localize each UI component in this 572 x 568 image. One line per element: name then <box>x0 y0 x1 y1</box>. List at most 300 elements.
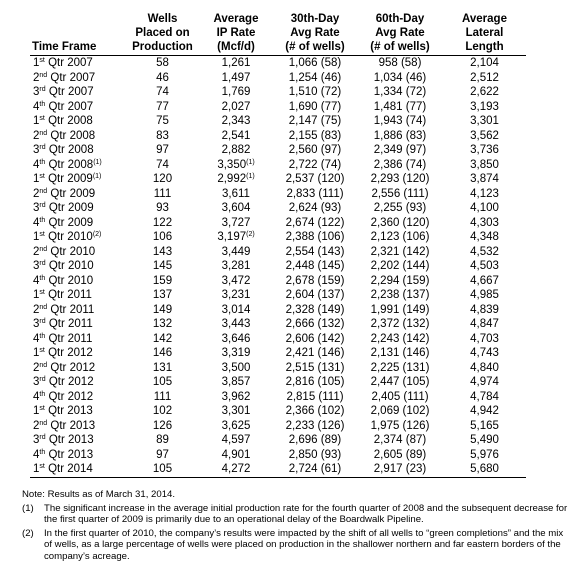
ip-rate-value: 3,500 <box>221 361 251 374</box>
quarter-year: Qtr 2010 <box>50 245 96 258</box>
table-row <box>30 245 526 260</box>
ordinal-suffix: rd <box>39 86 46 93</box>
footnote-marker: (1) <box>92 173 102 180</box>
quarter-number: 4 <box>33 216 40 229</box>
lateral-length-cell: 4,743 <box>470 347 499 359</box>
quarter-year: Qtr 2009 <box>48 216 94 229</box>
footnote-1 <box>22 503 568 526</box>
ip-rate-cell <box>199 100 273 115</box>
ip-rate-value: 4,597 <box>221 434 251 446</box>
table-row <box>30 375 526 390</box>
time-frame-cell <box>30 56 126 71</box>
avg-60-day-cell: 1,886 (83) <box>373 129 427 142</box>
table-row <box>30 129 526 144</box>
avg-30-day-cell: 1,066 (58) <box>288 57 342 69</box>
ordinal-suffix: st <box>39 347 45 354</box>
lateral-length-cell: 2,104 <box>470 57 499 69</box>
header-30day-3: (# of wells) <box>273 40 357 56</box>
avg-60-day-cell: 2,605 (89) <box>373 448 427 461</box>
ip-rate-value: 4,901 <box>221 448 251 461</box>
time-frame-cell <box>30 129 126 144</box>
production-results-table <box>30 12 526 478</box>
lateral-length-cell: 4,784 <box>470 390 499 403</box>
quarter-year: Qtr 2007 <box>48 86 94 98</box>
quarter-year: Qtr 2011 <box>48 332 93 345</box>
table-row <box>30 187 526 202</box>
quarter-number: 3 <box>33 202 40 214</box>
footnote-marker: (2) <box>92 231 102 238</box>
table-row <box>30 390 526 405</box>
table-row <box>30 172 526 187</box>
footnote-marker: (1) <box>246 158 255 166</box>
quarter-number: 1 <box>33 115 40 127</box>
avg-60-day-cell: 2,238 (137) <box>370 289 430 301</box>
ip-rate-value: 3,472 <box>221 274 251 287</box>
avg-30-day-cell: 2,233 (126) <box>285 419 345 432</box>
table-row <box>30 201 526 216</box>
ordinal-suffix: nd <box>39 187 48 195</box>
avg-30-day-cell: 2,560 (97) <box>288 144 342 156</box>
header-ip-rate-1: Average <box>213 13 259 25</box>
avg-60-day-cell: 1,334 (72) <box>373 86 427 98</box>
footnote-2-number: (2) <box>22 527 34 539</box>
avg-60-day-cell: 2,069 (102) <box>370 405 430 417</box>
time-frame-cell <box>30 404 126 419</box>
quarter-year: Qtr 2012 <box>48 376 94 388</box>
time-frame-cell <box>30 303 126 318</box>
header-wells-2: Placed on <box>135 27 190 39</box>
ip-rate-value: 2,541 <box>221 129 251 142</box>
ip-rate-value: 1,261 <box>221 57 251 69</box>
ordinal-suffix: th <box>39 216 46 224</box>
time-frame-cell <box>30 332 126 347</box>
wells-cell: 111 <box>153 390 172 403</box>
note-intro: Note: Results as of March 31, 2014. <box>22 489 176 500</box>
ip-rate-cell <box>199 143 273 158</box>
quarter-number: 3 <box>33 318 40 330</box>
avg-60-day-cell: 2,202 (144) <box>370 260 430 272</box>
avg-60-day-cell: 2,243 (142) <box>370 332 430 345</box>
ip-rate-cell <box>199 129 273 144</box>
table-row <box>30 85 526 100</box>
time-frame-cell <box>30 288 126 303</box>
time-frame-cell <box>30 448 126 463</box>
quarter-year: Qtr 2012 <box>48 347 93 359</box>
quarter-year: Qtr 2013 <box>48 434 94 446</box>
time-frame-cell <box>30 216 126 231</box>
table-row <box>30 346 526 361</box>
wells-cell: 122 <box>152 216 173 229</box>
table-row <box>30 56 526 71</box>
ip-rate-value: 3,281 <box>221 260 251 272</box>
table-row <box>30 332 526 347</box>
avg-30-day-cell: 2,815 (111) <box>286 390 344 403</box>
avg-30-day-cell: 1,690 (77) <box>288 100 342 113</box>
avg-30-day-cell: 2,155 (83) <box>288 129 342 142</box>
quarter-year: Qtr 2011 <box>50 303 95 316</box>
avg-60-day-cell: 2,294 (159) <box>370 274 430 287</box>
ip-rate-value: 3,857 <box>221 376 251 388</box>
lateral-length-cell: 4,667 <box>470 274 499 287</box>
ip-rate-value: 2,343 <box>221 115 251 127</box>
ordinal-suffix: st <box>39 231 45 238</box>
ip-rate-cell <box>199 187 273 202</box>
time-frame-cell <box>30 317 126 332</box>
time-frame-cell <box>30 274 126 289</box>
wells-cell: 58 <box>156 57 169 69</box>
avg-60-day-cell: 1,034 (46) <box>373 71 427 84</box>
time-frame-cell <box>30 71 126 86</box>
quarter-number: 4 <box>33 332 40 345</box>
ordinal-suffix: nd <box>39 129 48 137</box>
lateral-length-cell: 2,512 <box>470 71 499 84</box>
ip-rate-cell <box>199 56 273 71</box>
header-lateral-2: Lateral <box>465 27 504 39</box>
quarter-number: 2 <box>33 71 40 84</box>
avg-30-day-cell: 2,421 (146) <box>285 347 345 359</box>
time-frame-cell <box>30 419 126 434</box>
table-row <box>30 303 526 318</box>
avg-30-day-cell: 2,554 (143) <box>285 245 345 258</box>
quarter-number: 2 <box>33 129 40 142</box>
avg-60-day-cell: 2,131 (146) <box>370 347 430 359</box>
ip-rate-value: 3,625 <box>221 419 251 432</box>
avg-60-day-cell: 2,321 (142) <box>370 245 430 258</box>
table-row <box>30 230 526 245</box>
ordinal-suffix: rd <box>39 202 46 209</box>
ip-rate-value: 3,231 <box>221 289 251 301</box>
quarter-year: Qtr 2008 <box>50 129 96 142</box>
wells-cell: 142 <box>152 332 173 345</box>
ip-rate-value: 3,646 <box>221 332 251 345</box>
avg-60-day-cell: 2,349 (97) <box>373 144 427 156</box>
table-row <box>30 404 526 419</box>
avg-30-day-cell: 2,696 (89) <box>288 434 342 446</box>
wells-cell: 75 <box>156 115 169 127</box>
wells-cell: 131 <box>152 361 173 374</box>
ip-rate-value: 1,769 <box>221 86 251 98</box>
time-frame-cell <box>30 158 126 173</box>
lateral-length-cell: 3,301 <box>470 115 499 127</box>
ip-rate-cell <box>199 462 273 477</box>
ip-rate-value: 3,319 <box>221 347 251 359</box>
ip-rate-cell <box>199 375 273 390</box>
ip-rate-cell <box>199 361 273 376</box>
avg-30-day-cell: 2,448 (145) <box>285 260 345 272</box>
avg-60-day-cell: 2,293 (120) <box>370 173 430 185</box>
avg-60-day-cell: 1,991 (149) <box>370 303 430 316</box>
header-60day-2: Avg Rate <box>375 27 425 39</box>
wells-cell: 159 <box>152 274 173 287</box>
lateral-length-cell: 4,840 <box>470 361 499 374</box>
quarter-number: 2 <box>33 187 40 200</box>
lateral-length-cell: 4,974 <box>470 376 499 388</box>
lateral-length-cell: 3,736 <box>470 144 499 156</box>
lateral-length-cell: 5,976 <box>470 448 499 461</box>
wells-cell: 120 <box>152 173 173 185</box>
table-row <box>30 462 526 477</box>
wells-cell: 111 <box>153 187 172 200</box>
quarter-number: 3 <box>33 144 40 156</box>
footnote-marker: (2) <box>246 231 255 238</box>
quarter-year: Qtr 2013 <box>50 419 96 432</box>
ip-rate-value: 3,350 <box>217 158 247 171</box>
lateral-length-cell: 4,703 <box>470 332 499 345</box>
ip-rate-cell <box>199 346 273 361</box>
table-row <box>30 419 526 434</box>
avg-30-day-cell: 2,606 (142) <box>285 332 345 345</box>
avg-30-day-cell: 2,366 (102) <box>285 405 345 417</box>
table-header <box>30 12 526 56</box>
quarter-year: Qtr 2009 <box>50 187 96 200</box>
wells-cell: 146 <box>152 347 173 359</box>
lateral-length-cell: 2,622 <box>470 86 499 98</box>
time-frame-cell <box>30 172 126 187</box>
footnote-1-text: The significant increase in the average initial production rate for the fourth quarter of 2008 and the subsequent decrease for the first quarter of 2009 is primarily due to an operational delay of the Boardwalk Pipeline. <box>44 502 568 525</box>
avg-30-day-cell: 2,833 (111) <box>286 187 344 200</box>
ip-rate-cell <box>199 172 273 187</box>
time-frame-cell <box>30 114 126 129</box>
wells-cell: 83 <box>156 129 169 142</box>
table-row <box>30 158 526 173</box>
ordinal-suffix: rd <box>39 318 46 325</box>
ip-rate-cell <box>199 390 273 405</box>
quarter-number: 1 <box>33 347 40 359</box>
ip-rate-cell <box>199 245 273 260</box>
avg-30-day-cell: 2,678 (159) <box>285 274 345 287</box>
quarter-number: 3 <box>33 86 40 98</box>
table-row <box>30 288 526 303</box>
avg-60-day-cell: 2,386 (74) <box>373 158 427 171</box>
time-frame-cell <box>30 100 126 115</box>
ip-rate-value: 2,882 <box>221 144 251 156</box>
ip-rate-value: 3,443 <box>221 318 251 330</box>
ip-rate-cell <box>199 216 273 231</box>
ordinal-suffix: st <box>39 289 45 296</box>
ip-rate-cell <box>199 71 273 86</box>
avg-60-day-cell: 1,943 (74) <box>373 115 427 127</box>
header-time-frame-1 <box>30 12 126 26</box>
ip-rate-cell <box>199 274 273 289</box>
ordinal-suffix: st <box>39 173 45 180</box>
avg-60-day-cell: 2,360 (120) <box>370 216 430 229</box>
wells-cell: 74 <box>156 158 169 171</box>
time-frame-cell <box>30 143 126 158</box>
header-wells-3: Production <box>126 40 199 56</box>
avg-60-day-cell: 2,374 (87) <box>373 434 427 446</box>
quarter-year: Qtr 2014 <box>48 463 93 475</box>
ordinal-suffix: th <box>39 158 46 166</box>
avg-30-day-cell: 2,674 (122) <box>285 216 345 229</box>
ip-rate-value: 3,449 <box>221 245 251 258</box>
avg-30-day-cell: 2,624 (93) <box>288 202 342 214</box>
quarter-number: 4 <box>33 100 40 113</box>
quarter-year: Qtr 2011 <box>48 318 93 330</box>
ip-rate-cell <box>199 85 273 100</box>
header-ip-rate-2: IP Rate <box>216 27 256 39</box>
quarter-number: 4 <box>33 274 40 287</box>
wells-cell: 74 <box>156 86 169 98</box>
lateral-length-cell: 4,123 <box>470 187 499 200</box>
ip-rate-value: 3,727 <box>221 216 251 229</box>
avg-60-day-cell: 2,405 (111) <box>371 390 429 403</box>
wells-cell: 143 <box>152 245 173 258</box>
table-row <box>30 274 526 289</box>
header-60day-1: 60th-Day <box>375 13 425 25</box>
header-time-frame-2 <box>30 26 126 40</box>
time-frame-cell <box>30 375 126 390</box>
quarter-number: 3 <box>33 260 40 272</box>
wells-cell: 77 <box>156 100 169 113</box>
lateral-length-cell: 4,985 <box>470 289 499 301</box>
table-row <box>30 114 526 129</box>
lateral-length-cell: 4,100 <box>470 202 499 214</box>
avg-60-day-cell: 2,255 (93) <box>373 202 427 214</box>
time-frame-cell <box>30 230 126 245</box>
ip-rate-cell <box>199 448 273 463</box>
avg-60-day-cell: 1,975 (126) <box>370 419 430 432</box>
quarter-number: 1 <box>33 289 40 301</box>
avg-60-day-cell: 1,481 (77) <box>373 100 427 113</box>
header-60day-3: (# of wells) <box>357 40 443 56</box>
quarter-number: 2 <box>33 361 40 374</box>
ip-rate-cell <box>199 303 273 318</box>
wells-cell: 46 <box>156 71 169 84</box>
avg-60-day-cell: 958 (58) <box>378 57 422 69</box>
lateral-length-cell: 3,850 <box>470 158 499 171</box>
ordinal-suffix: st <box>39 57 45 64</box>
avg-30-day-cell: 2,515 (131) <box>285 361 345 374</box>
time-frame-cell <box>30 433 126 448</box>
table-row <box>30 100 526 115</box>
quarter-year: Qtr 2009 <box>48 202 94 214</box>
quarter-number: 2 <box>33 245 40 258</box>
ordinal-suffix: th <box>39 448 46 456</box>
ip-rate-value: 3,604 <box>221 202 251 214</box>
quarter-year: Qtr 2008 <box>48 115 93 127</box>
ordinal-suffix: st <box>39 405 45 412</box>
time-frame-cell <box>30 346 126 361</box>
avg-60-day-cell: 2,447 (105) <box>370 376 430 388</box>
ordinal-suffix: nd <box>39 245 48 253</box>
ordinal-suffix: rd <box>39 376 46 383</box>
footnote-1-number: (1) <box>22 502 34 514</box>
avg-30-day-cell: 1,254 (46) <box>288 71 342 84</box>
quarter-year: Qtr 2013 <box>48 405 93 417</box>
ip-rate-value: 1,497 <box>221 71 251 84</box>
time-frame-cell <box>30 390 126 405</box>
header-wells-1: Wells <box>147 13 178 25</box>
ip-rate-cell <box>199 288 273 303</box>
quarter-year: Qtr 2013 <box>48 448 94 461</box>
ordinal-suffix: th <box>39 100 46 108</box>
quarter-number: 1 <box>33 173 40 185</box>
quarter-year: Qtr 2008 <box>48 144 94 156</box>
ordinal-suffix: nd <box>39 361 48 369</box>
quarter-year: Qtr 2010 <box>48 260 94 272</box>
quarter-year: Qtr 2010 <box>48 231 93 243</box>
ip-rate-cell <box>199 332 273 347</box>
quarter-year: Qtr 2007 <box>48 57 93 69</box>
footnote-2 <box>22 528 568 563</box>
quarter-number: 4 <box>33 448 40 461</box>
ordinal-suffix: nd <box>39 71 48 79</box>
table-row <box>30 259 526 274</box>
ip-rate-value: 3,014 <box>221 303 251 316</box>
avg-60-day-cell: 2,556 (111) <box>371 187 429 200</box>
avg-60-day-cell: 2,372 (132) <box>370 318 430 330</box>
avg-30-day-cell: 2,722 (74) <box>288 158 342 171</box>
avg-30-day-cell: 1,510 (72) <box>288 86 342 98</box>
lateral-length-cell: 4,847 <box>470 318 499 330</box>
ip-rate-cell <box>199 114 273 129</box>
quarter-number: 1 <box>33 231 40 243</box>
ip-rate-cell <box>199 230 273 245</box>
avg-30-day-cell: 2,328 (149) <box>285 303 345 316</box>
ordinal-suffix: th <box>39 332 46 340</box>
header-ip-rate-3: (Mcf/d) <box>199 40 273 56</box>
quarter-number: 1 <box>33 405 40 417</box>
avg-30-day-cell: 2,388 (106) <box>285 231 345 243</box>
lateral-length-cell: 4,303 <box>470 216 499 229</box>
lateral-length-cell: 3,874 <box>470 173 499 185</box>
ip-rate-cell <box>199 201 273 216</box>
lateral-length-cell: 4,503 <box>470 260 499 272</box>
wells-cell: 105 <box>152 376 173 388</box>
lateral-length-cell: 5,680 <box>443 462 526 477</box>
ordinal-suffix: rd <box>39 144 46 151</box>
time-frame-cell <box>30 245 126 260</box>
ip-rate-value: 4,272 <box>221 463 251 475</box>
wells-cell: 137 <box>152 289 173 301</box>
avg-60-day-cell: 2,123 (106) <box>370 231 430 243</box>
ordinal-suffix: rd <box>39 260 46 267</box>
avg-30-day-cell: 2,666 (132) <box>285 318 345 330</box>
ip-rate-cell <box>199 158 273 173</box>
quarter-year: Qtr 2007 <box>50 71 96 84</box>
quarter-number: 2 <box>33 419 40 432</box>
wells-cell: 97 <box>156 448 169 461</box>
header-time-frame: Time Frame <box>30 40 126 56</box>
quarter-year: Qtr 2012 <box>50 361 96 374</box>
notes-section <box>22 489 568 562</box>
avg-60-day-cell: 2,917 (23) <box>357 462 443 477</box>
lateral-length-cell: 4,348 <box>470 231 499 243</box>
lateral-length-cell: 5,490 <box>470 434 499 446</box>
wells-cell: 102 <box>152 405 173 417</box>
wells-cell: 149 <box>152 303 173 316</box>
quarter-year: Qtr 2008 <box>48 158 94 171</box>
ip-rate-value: 2,027 <box>221 100 251 113</box>
table-row <box>30 361 526 376</box>
quarter-number: 4 <box>33 390 40 403</box>
table-row <box>30 448 526 463</box>
ordinal-suffix: th <box>39 390 46 398</box>
header-lateral-3: Length <box>443 40 526 56</box>
quarter-number: 4 <box>33 158 40 171</box>
time-frame-cell <box>30 259 126 274</box>
header-30day-1: 30th-Day <box>290 13 340 25</box>
header-lateral-1: Average <box>462 13 507 25</box>
quarter-number: 2 <box>33 303 40 316</box>
quarter-number: 3 <box>33 376 40 388</box>
footnote-marker: (1) <box>246 173 255 180</box>
footnote-2-text: In the first quarter of 2010, the company’s results were impacted by the shift of all wells to “green completions” and the mix of wells, as a large percentage of wells were placed on production in the shallower northern and far eastern borders of the company’s acreage. <box>44 527 564 562</box>
ordinal-suffix: nd <box>39 303 48 311</box>
ordinal-suffix: th <box>39 274 46 282</box>
header-30day-2: Avg Rate <box>290 27 340 39</box>
table-body <box>30 56 526 478</box>
